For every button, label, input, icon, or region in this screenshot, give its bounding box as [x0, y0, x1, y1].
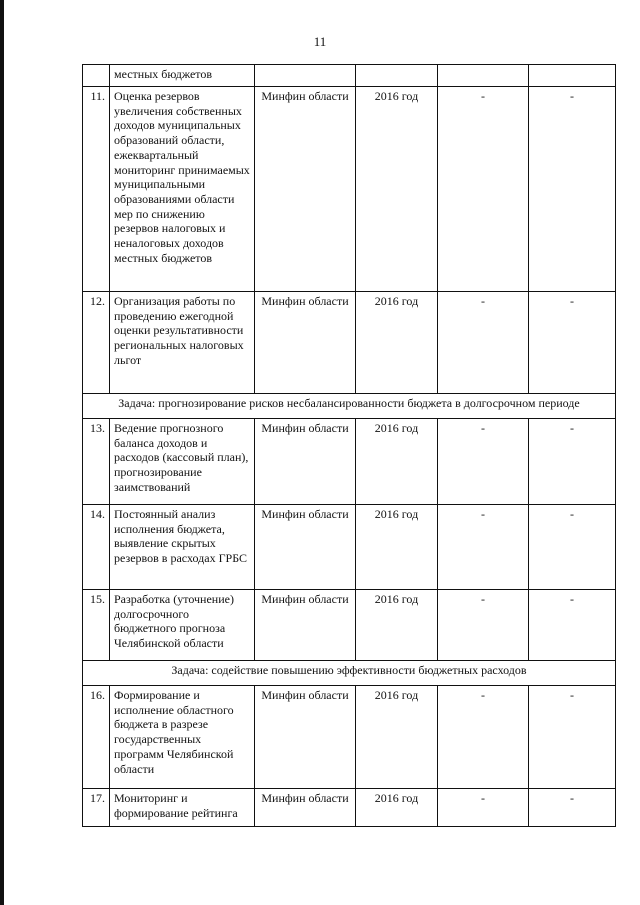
measure-name: Организация работы по проведению ежегодной оценки результативности региональных налоговых льгот [110, 292, 255, 394]
col-6-value: - [529, 505, 616, 590]
executor: Минфин области [255, 686, 356, 789]
col-5-value: - [438, 87, 529, 292]
col-5-value: - [438, 789, 529, 827]
col-6-value [529, 65, 616, 87]
term: 2016 год [356, 505, 438, 590]
col-6-value: - [529, 686, 616, 789]
col-5-value [438, 65, 529, 87]
task-row [83, 394, 616, 419]
term: 2016 год [356, 292, 438, 394]
executor: Минфин области [255, 292, 356, 394]
row-number: 12. [83, 292, 110, 394]
executor: Минфин области [255, 590, 356, 661]
executor: Минфин области [255, 505, 356, 590]
col-5-value: - [438, 686, 529, 789]
col-6-value: - [529, 789, 616, 827]
table-row [83, 419, 616, 505]
table-row [83, 505, 616, 590]
table-row [83, 686, 616, 789]
row-number: 14. [83, 505, 110, 590]
page-number: 11 [313, 34, 327, 49]
term: 2016 год [356, 87, 438, 292]
col-6-value: - [529, 87, 616, 292]
table-row [83, 292, 616, 394]
measure-name: Разработка (уточнение) долгосрочного бюджетного прогноза Челябинской области [110, 590, 255, 661]
executor: Минфин области [255, 87, 356, 292]
task-heading: Задача: содействие повышению эффективности бюджетных расходов [83, 661, 616, 686]
col-6-value: - [529, 292, 616, 394]
measure-name: Оценка резервов увеличения собственных доходов муниципальных образований области, ежеквартальный мониторинг принимаемых муниципальными образованиями области мер по снижению резервов налоговых и неналоговых доходов местных бюджетов [110, 87, 255, 292]
col-5-value: - [438, 292, 529, 394]
measure-name: Мониторинг и формирование рейтинга [110, 789, 255, 827]
row-number: 16. [83, 686, 110, 789]
term [356, 65, 438, 87]
row-number [83, 65, 110, 87]
measure-name: местных бюджетов [110, 65, 255, 87]
row-number: 15. [83, 590, 110, 661]
task-row [83, 661, 616, 686]
executor: Минфин области [255, 419, 356, 505]
table-row [83, 65, 616, 87]
table-row [83, 87, 616, 292]
row-number: 13. [83, 419, 110, 505]
measure-name: Формирование и исполнение областного бюджета в разрезе государственных программ Челябинской области [110, 686, 255, 789]
executor: Минфин области [255, 789, 356, 827]
col-5-value: - [438, 590, 529, 661]
term: 2016 год [356, 590, 438, 661]
action-plan-table [82, 64, 616, 827]
executor [255, 65, 356, 87]
col-6-value: - [529, 590, 616, 661]
task-heading: Задача: прогнозирование рисков несбалансированности бюджета в долгосрочном периоде [83, 394, 616, 419]
scan-edge [0, 0, 4, 905]
col-5-value: - [438, 505, 529, 590]
table-row [83, 789, 616, 827]
measure-name: Постоянный анализ исполнения бюджета, выявление скрытых резервов в расходах ГРБС [110, 505, 255, 590]
col-5-value: - [438, 419, 529, 505]
measure-name: Ведение прогнозного баланса доходов и расходов (кассовый план), прогнозирование заимствований [110, 419, 255, 505]
table-row [83, 590, 616, 661]
row-number: 11. [83, 87, 110, 292]
term: 2016 год [356, 419, 438, 505]
col-6-value: - [529, 419, 616, 505]
term: 2016 год [356, 686, 438, 789]
row-number: 17. [83, 789, 110, 827]
term: 2016 год [356, 789, 438, 827]
